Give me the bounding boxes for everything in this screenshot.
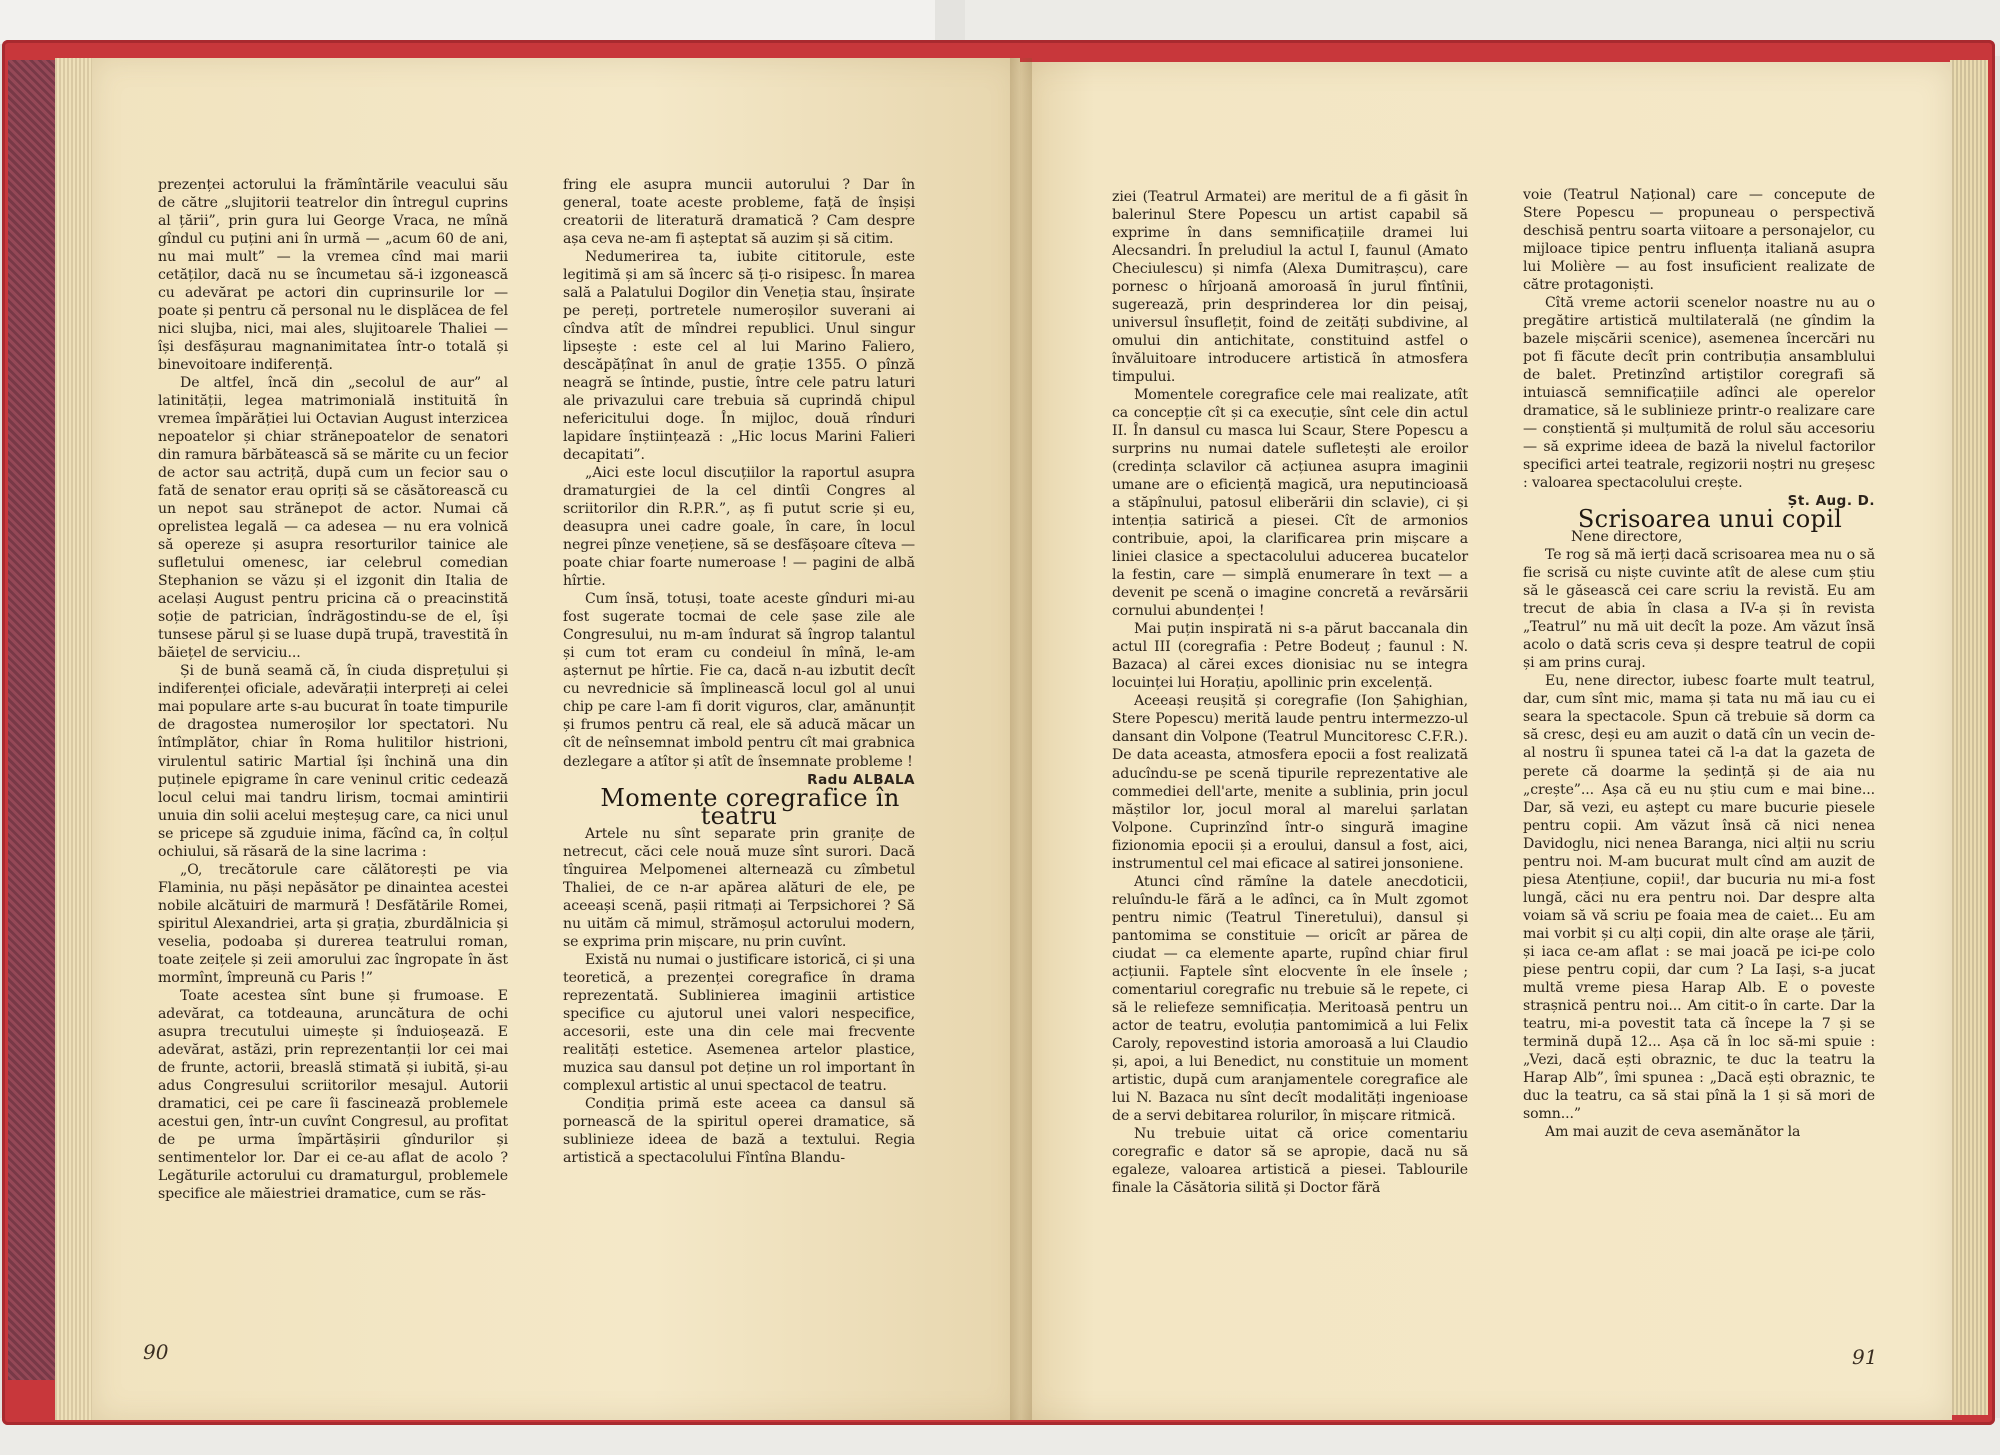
paragraph: Aceeași reușită și coregrafie (Ion Șahighian, Stere Popescu) merită laude pentru intermezzo-ul dansant din Volpone (Teatrul Muncitoresc C.F.R.). De data aceasta, atmosfera epocii a fost realizată aducîndu-se pe scenă tipurile reprezentative ale commediei dell'arte, menite a sublinia, prin jocul măștilor lor, jocul moral al marelui șarlatan Volpone. Cuprinzînd într-o singură imagine fizionomia epocii și a eroului, dansul a fost, aici, instrumentul cel mai eficace al satirei jonsoniene. <box>1112 693 1468 872</box>
letter-salutation: Nene directore, <box>1571 529 1683 546</box>
paragraph: ziei (Teatrul Armatei) are meritul de a fi găsit în balerinul Stere Popescu un artist capabil să exprime în dans semnificațiile dramei lui Alecsandri. În preludiul la actul I, faunul (Amato Checiulescu) și nimfa (Alexa Dumitrașcu), care pornesc o hîrjoană amoroasă în jurul fîntînii, sugerează, prin desprinderea lor din peisaj, universul însuflețit, foind de zeități subdivine, al omului din antichitate, constituind astfel o învăluitoare introducere artistică în atmosfera timpului. <box>1112 189 1468 386</box>
left-column-1 <box>158 176 508 1203</box>
paragraph: Eu, nene director, iubesc foarte mult teatrul, dar, cum sînt mic, mama și tata nu mă iau cu ei seara la spectacole. Spun că trebuie să dorm ca să cresc, deși eu am auzit o dată cîn un vecin de-al nostru îi spunea tatei că l-a dat la gazeta de perete că doarme la ședință și de aia nu „crește”... Așa că eu nu știu cum e mai bine... Dar, să vezi, eu aștept cu mare bucurie piesele pentru copii. Am văzut însă că nici nenea Davidoglu, nici nenea Baranga, nici alții nu scriu pentru noi. M-am bucurat mult cînd am auzit de piesa Atențiune, copii!, dar bucuria nu mi-a fost lungă, căci nu era pentru noi. Dar despre alta voiam să vă scriu pe foaia mea de caiet... Eu am mai vorbit și cu alți copii, din alte orașe ale țării, și iaca ce-am aflat : se mai joacă pe ici-pe colo piese pentru copii, dar cum ? La Iași, s-a jucat multă vreme piesa Harap Alb. E o poveste strașnică pentru noi... Am citit-o în carte. Dar la teatru, mi-a povestit tata că începe la 7 și se termină după 12... Așa că în loc să-mi spuie : „Vezi, dacă ești obraznic, te duc la teatru la Harap Alb”, îmi spunea : „Dacă ești obraznic, te duc la teatru, ca să stai pînă la 1 și să mori de somn...” <box>1523 673 1875 1122</box>
paragraph: Artele nu sînt separate prin granițe de netrecut, căci cele nouă muze sînt surori. Dacă tînguirea Melpomenei alternează cu zîmbetul Thaliei, de ce n-ar apărea alături de ele, pe aceeași scenă, pașii ritmați ai Terpsichorei ? Să nu uităm că mimul, strămoșul actorului modern, se exprima prin mișcare, nu prin cuvînt. <box>563 825 915 950</box>
paragraph: Există nu numai o justificare istorică, ci și una teoretică, a prezenței coregrafice în drama reprezentată. Sublinierea imaginii artistice specifice cu ajutorul unei valori nespecifice, accesorii, este una din cele mai frecvente realități estetice. Asemenea artelor plastice, muzica sau dansul pot deține un rol important în complexul artistic al unui spectacol de teatru. <box>563 951 915 1094</box>
paragraph: Toate acestea sînt bune și frumoase. E adevărat, ca totdeauna, aruncătura de ochi asupra trecutului uimește și înduioșează. E adevărat, astăzi, prin reprezentanții lor cei mai de frunte, actorii, breaslă stimată și iubită, și-au adus Congresului scriitorilor mesajul. Autorii dramatici, cei pe care îi fascinează problemele acestui gen, într-un cuvînt Congresul, au profitat de pe urma împărtășirii gîndurilor și sentimentelor lor. Dar ei ce-au aflat de acolo ? Legăturile actorului cu dramaturgul, problemele specifice ale măiestriei dramatice, cum se răs- <box>158 987 508 1202</box>
paragraph: Mai puțin inspirată ni s-a părut baccanala din actul III (coregrafia : Petre Bodeuț ; faunul : N. Bazaca) al cărei exces dionisiac nu se integra locuinței lui Horațiu, apollinic prin excelență. <box>1112 621 1468 692</box>
page-edges <box>55 58 95 1420</box>
article-heading: Scrisoarea unui copil <box>1577 505 1843 534</box>
right-column-2 <box>1523 186 1875 1141</box>
author-signature: Radu ALBALA <box>807 771 915 788</box>
paragraph: Te rog să mă ierți dacă scrisoarea mea nu o să fie scrisă cu niște cuvinte atît de alese cum știu să le găsească cei care scriu la revistă. Eu am trecut de abia în clasa a IV-a și în revista „Teatrul” nu mă uit decît la poze. Am văzut însă acolo o dată scris ceva și despre teatrul de copii și am prins curaj. <box>1523 547 1875 672</box>
page-number: 90 <box>143 1340 169 1364</box>
paragraph: fring ele asupra muncii autorului ? Dar în general, toate aceste probleme, față de înșiși creatorii de literatură dramatică ? Cam despre așa ceva ne-am fi așteptat să auzim și să citim. <box>563 177 915 248</box>
paragraph: voie (Teatrul Național) care — concepute de Stere Popescu — propuneau o perspectivă deschisă pentru soarta viitoare a personajelor, cu mijloace tipice pentru influența italiană asupra lui Molière — au fost insuficient realizate de către protagoniști. <box>1523 187 1875 294</box>
right-column-1 <box>1112 188 1468 1197</box>
paragraph: Momentele coregrafice cele mai realizate, atît ca concepție cît și ca execuție, sînt cele din actul II. În dansul cu masca lui Scaur, Stere Popescu a surprins nu numai datele sufletești ale eroilor (credința sclavilor că acțiunea asupra imaginii umane are o eficiență magică, ura neputincioasă a stăpînului, patosul eliberării din sclavie), ci și intenția satirică a piesei. Cît de armonios contribuie, apoi, la clarificarea prin mișcare a liniei clasice a spectacolului aducerea bucatelor la festin, care — simplă enumerare în text — a devenit pe scenă o imagine concretă a revărsării cornului abundenței ! <box>1112 387 1468 620</box>
background-strip <box>0 0 935 44</box>
paragraph: prezenței actorului la frămîntările veacului său de către „slujitorii teatrelor din întregul cuprins al țării”, prin gura lui George Vraca, ne mînă gîndul cu puțini ani în urmă — „acum 60 de ani, nu mai mult” — la vremea cînd mai marii cetăților, dacă nu se încumetau să-i izgonească cu adevărat pe actori din cuprinsurile lor — poate și pentru că personal nu le displăcea de fel nici slujba, nici, mai ales, slujitoarele Thaliei — își desfășurau magnanimitatea într-o totală și binevoitoare indiferență. <box>158 177 508 374</box>
article-heading: Momente coregrafice în teatru <box>600 783 900 830</box>
page-number: 91 <box>1852 1345 1878 1369</box>
paragraph: „Aici este locul discuțiilor la raportul asupra dramaturgiei de la cel dintîi Congres al scriitorilor din R.P.R.”, aș fi putut scrie și eu, deasupra unei cadre goale, în care, în locul negrei pînze venețiene, să se desfășoare cîteva — poate chiar foarte numeroase ! — pagini de albă hîrtie. <box>563 465 915 590</box>
paragraph: Cîtă vreme actorii scenelor noastre nu au o pregătire artistică multilaterală (ne gîndim la bazele mișcării scenice), asemenea încercări nu pot fi făcute decît prin contribuția ansamblului de balet. Pretinzînd artiștilor coregrafi să intuiască semnificațiile adînci ale operelor dramatice, să le sublinieze printr-o realizare care — conștientă și mulțumită de rolul său accesoriu — să exprime ideea de bază la nivelul factorilor specifici artei teatrale, regizorii noștri nu greșesc : valoarea spectacolului crește. <box>1523 295 1875 492</box>
author-signature: Șt. Aug. D. <box>1787 493 1875 510</box>
page-edges <box>1950 60 1988 1415</box>
paragraph: Și de bună seamă că, în ciuda disprețului și indiferenței oficiale, adevărații interpreți ai celei mai populare arte s-au bucurat în toate timpurile de dragostea numeroșilor lor spectatori. Nu întîmplător, chiar în Roma hulitilor histrioni, virulentul satiric Martial își închină una din puținele epigrame în care veninul critic cedează locul celui mai tandru lirism, tocmai amintirii unuia din solii acelui meșteșug care, ca nici unul se pricepe să zguduie inima, făcînd ca, în colțul ochiului, să răsară de la sine lacrima : <box>158 663 508 860</box>
left-column-2 <box>563 176 915 1167</box>
book-gutter <box>1010 58 1032 1420</box>
quote-paragraph: „O, trecătorule care călătorești pe via Flaminia, nu păși nepăsător pe dinaintea acestei nobile alcătuiri de marmură ! Desfătările Romei, spiritul Alexandriei, arta și grația, zburdălnicia și veselia, podoaba și durerea teatrului roman, toate zeițele și zeii amorului zac îngropate în ăst mormînt, împreună cu Paris !” <box>158 861 508 986</box>
paragraph: Nu trebuie uitat că orice comentariu coregrafic e dator să se apropie, dacă nu să egaleze, valoarea artistică a piesei. Tablourile finale la Căsătoria silită și Doctor fără <box>1112 1125 1468 1196</box>
paragraph: Atunci cînd rămîne la datele anecdoticii, reluîndu-le fără a le adînci, ca în Mult zgomot pentru nimic (Teatrul Tineretului), dansul și pantomima se constituie — oricît ar părea de ciudat — ca elemente aparte, rupînd chiar firul acțiunii. Faptele sînt elocvente în ele însele ; comentariul coregrafic nu trebuie să le repete, ci să le reliefeze semnificația. Meritoasă pentru un actor de teatru, evoluția pantomimică a lui Felix Caroly, repovestind istoria amoroasă a lui Claudio și, apoi, a lui Benedict, nu constituie un moment artistic, după cum aranjamentele coregrafice ale lui N. Bazaca nu sînt decît modalități ingenioase de a servi debitarea rolurilor, în mișcare ritmică. <box>1112 873 1468 1124</box>
paragraph: De altfel, încă din „secolul de aur” al latinității, legea matrimonială instituită în vremea împărăției lui Octavian August interzicea nepoatelor și chiar strănepoatelor de senatori din ramura bărbătească să se mărite cu un fecior de actor sau actriță, după cum un fecior sau o fată de senator erau opriți să se căsătorească cu un nepot sau strănepot de actor. Numai că oprelistea legală — ca adesea — nu era volnică să opereze și asupra resorturilor tainice ale sufletului omenesc, iar celebrul comedian Stephanion se văzu și el izgonit din Italia de același August pentru pricina că o preacinstită soție de patrician, îndrăgostindu-se de el, își tunsese părul și se luase după trupă, travestită în băiețel de serviciu... <box>158 375 508 662</box>
paragraph: Condiția primă este aceea ca dansul să pornească de la spiritul operei dramatice, să sublinieze ideea de bază a textului. Regia artistică a spectacolului Fîntîna Blandu- <box>563 1095 915 1166</box>
paragraph: Cum însă, totuși, toate aceste gînduri mi-au fost sugerate tocmai de cele șase zile ale Congresului, nu m-am îndurat să îngrop talantul și cum tot eram cu condeiul în mînă, le-am așternut pe hîrtie. Fie ca, dacă n-au izbutit decît cu nevrednicie să împlinească locul gol al unui chip pe care l-am fi dorit viguros, clar, amănunțit și frumos pentru că real, ele să aducă măcar un cît de neînsemnat imbold pentru cît mai grabnica dezlegare a atîtor și atît de însemnate probleme ! <box>563 591 915 770</box>
paragraph: Nedumerirea ta, iubite cititorule, este legitimă și am să încerc să ți-o risipesc. În marea sală a Palatului Dogilor din Veneția stau, înșirate pe pereți, portretele numeroșilor suverani ai cîndva atît de mîndrei republici. Unul singur lipsește : este cel al lui Marino Faliero, descăpățînat în anul de grație 1355. O pînză neagră se întinde, pustie, între cele patru laturi ale privazului care trebuia să cuprindă chipul nefericitului doge. În mijloc, două rînduri lapidare înștiințează : „Hic locus Marini Falieri decapitati”. <box>563 249 915 464</box>
paragraph: Am mai auzit de ceva asemănător la <box>1545 1123 1801 1140</box>
